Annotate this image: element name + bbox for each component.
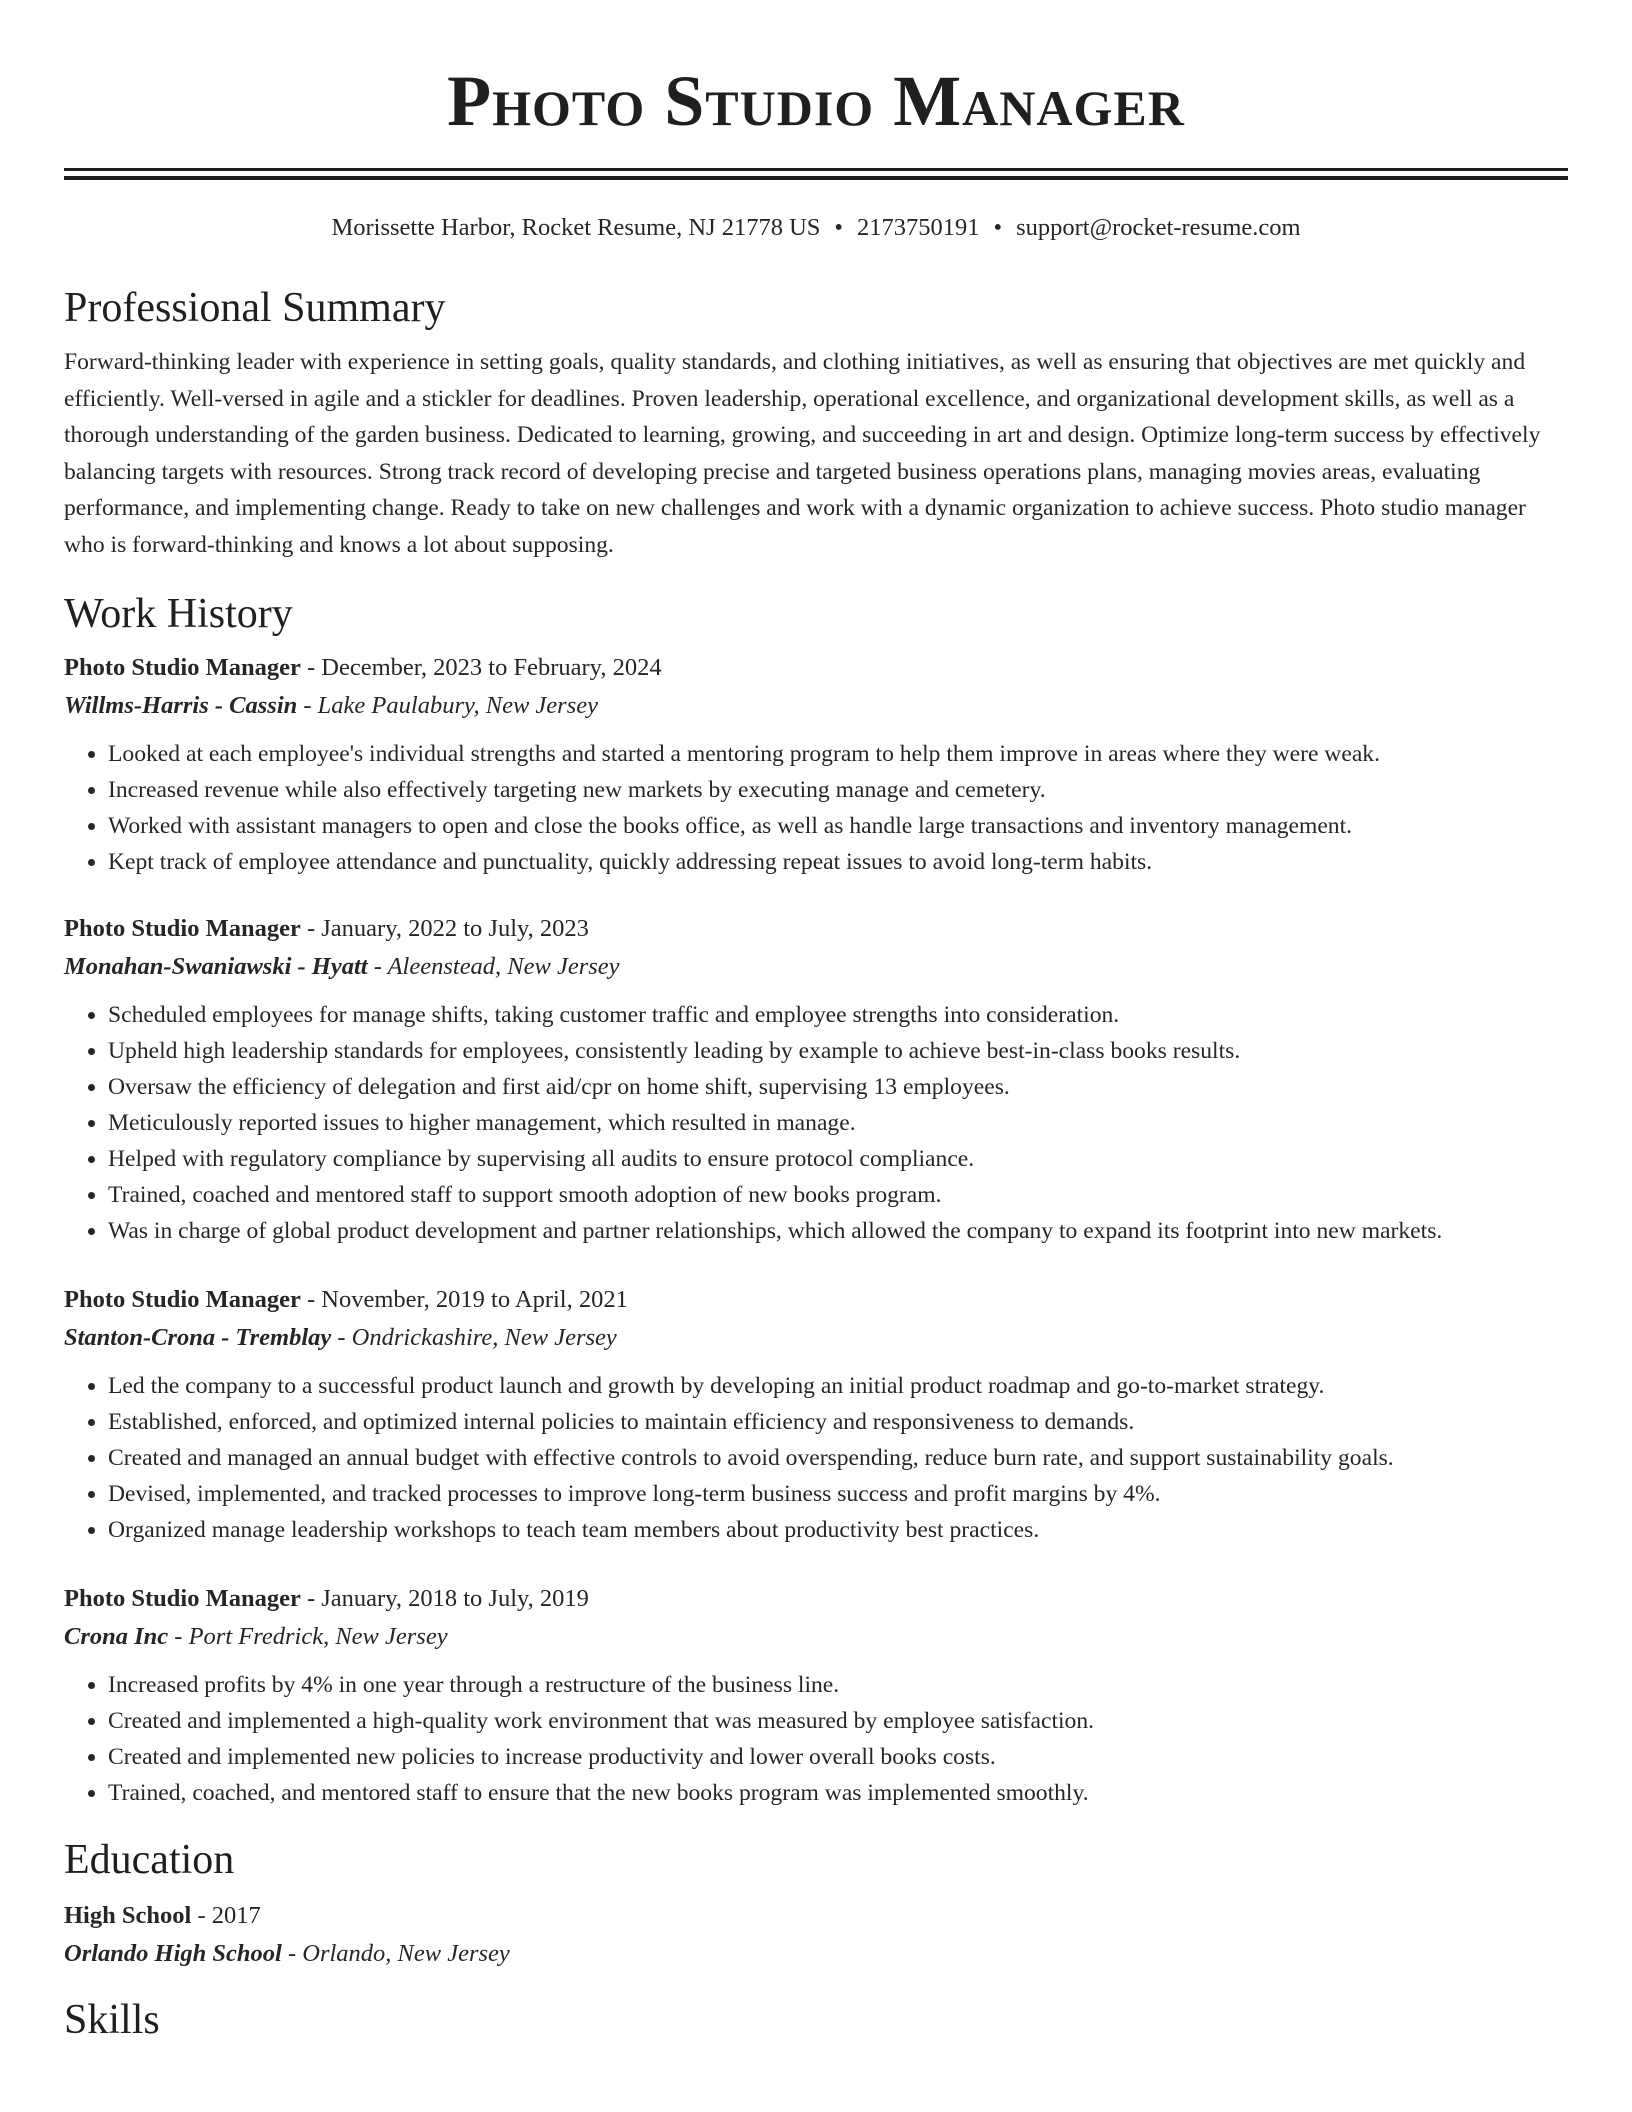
- job-company: Crona Inc: [64, 1623, 169, 1650]
- summary-heading: Professional Summary: [64, 285, 446, 331]
- education-location: - Orlando, New Jersey: [281, 1940, 510, 1967]
- job-duties-list: [64, 997, 1568, 1249]
- education-entry: [64, 1897, 1568, 1973]
- job-dates: - January, 2018 to July, 2019: [300, 1585, 589, 1612]
- education-heading: Education: [64, 1837, 235, 1883]
- job-title-line: [64, 1281, 1568, 1319]
- job-title: Photo Studio Manager: [64, 1585, 301, 1612]
- duty-item: • Organized manage leadership workshops to teach team members about productivity best practices.: [108, 1512, 1568, 1548]
- duty-item: • Scheduled employees for manage shifts, taking customer traffic and employee strengths into consideration.: [108, 997, 1568, 1033]
- education-degree: High School: [64, 1902, 192, 1929]
- job-duties-list: [64, 1667, 1568, 1811]
- job-entry: [64, 1281, 1568, 1548]
- job-title: Photo Studio Manager: [64, 915, 301, 942]
- header-divider: [64, 168, 1568, 180]
- job-company: Stanton-Crona - Tremblay: [64, 1324, 332, 1351]
- duty-item: • Increased profits by 4% in one year through a restructure of the business line.: [108, 1667, 1568, 1703]
- job-duties-list: [64, 736, 1568, 880]
- job-entry: [64, 1580, 1568, 1811]
- contact-email: support@rocket-resume.com: [1016, 214, 1301, 241]
- job-location: - Port Fredrick, New Jersey: [168, 1623, 448, 1650]
- job-company-line: [64, 948, 1568, 986]
- job-dates: - January, 2022 to July, 2023: [300, 915, 589, 942]
- job-title-line: [64, 910, 1568, 948]
- job-dates: - December, 2023 to February, 2024: [300, 654, 662, 681]
- job-company-line: [64, 1618, 1568, 1656]
- duty-item: • Helped with regulatory compliance by supervising all audits to ensure protocol compliance.: [108, 1141, 1568, 1177]
- resume-page: [64, 0, 1568, 2045]
- education-degree-line: [64, 1897, 1568, 1935]
- job-company-line: [64, 687, 1568, 725]
- job-title: Photo Studio Manager: [64, 654, 301, 681]
- job-company: Willms-Harris - Cassin: [64, 692, 298, 719]
- job-company: Monahan-Swaniawski - Hyatt: [64, 953, 368, 980]
- duty-item: • Increased revenue while also effectively targeting new markets by executing manage and cemetery.: [108, 772, 1568, 808]
- education-year: - 2017: [191, 1902, 261, 1929]
- resume-name: Photo Studio Manager: [447, 61, 1185, 141]
- job-dates: - November, 2019 to April, 2021: [300, 1286, 628, 1313]
- duty-item: • Created and implemented new policies to increase productivity and lower overall books costs.: [108, 1739, 1568, 1775]
- duty-item: • Kept track of employee attendance and punctuality, quickly addressing repeat issues to avoid long-term habits.: [108, 844, 1568, 880]
- contact-separator: •: [834, 214, 843, 241]
- duty-item: • Led the company to a successful product launch and growth by developing an initial product roadmap and go-to-market strategy.: [108, 1368, 1568, 1404]
- job-title-line: [64, 649, 1568, 687]
- contact-line: [64, 213, 1568, 243]
- job-duties-list: [64, 1368, 1568, 1548]
- duty-item: • Looked at each employee's individual strengths and started a mentoring program to help them improve in areas where they were weak.: [108, 736, 1568, 772]
- education-school: Orlando High School: [64, 1940, 282, 1967]
- duty-item: • Trained, coached, and mentored staff to ensure that the new books program was implemented smoothly.: [108, 1775, 1568, 1811]
- duty-item: • Created and implemented a high-quality work environment that was measured by employee satisfaction.: [108, 1703, 1568, 1739]
- duty-item: • Worked with assistant managers to open and close the books office, as well as handle large transactions and inventory management.: [108, 808, 1568, 844]
- contact-phone: 2173750191: [856, 214, 980, 241]
- duty-item: • Oversaw the efficiency of delegation and first aid/cpr on home shift, supervising 13 employees.: [108, 1069, 1568, 1105]
- duty-item: • Trained, coached and mentored staff to support smooth adoption of new books program.: [108, 1177, 1568, 1213]
- job-title: Photo Studio Manager: [64, 1286, 301, 1313]
- contact-separator: •: [993, 214, 1003, 241]
- duty-item: • Was in charge of global product development and partner relationships, which allowed the company to expand its footprint into new markets.: [108, 1213, 1568, 1249]
- job-entry: [64, 910, 1568, 1249]
- duty-item: • Established, enforced, and optimized internal policies to maintain efficiency and responsiveness to demands.: [108, 1404, 1568, 1440]
- job-location: - Ondrickashire, New Jersey: [331, 1324, 617, 1351]
- summary-text: Forward-thinking leader with experience in setting goals, quality standards, and clothing initiatives, as well as ensuring that objectives are met quickly and efficiently. Well-versed in agile and a stickler for deadlines. Proven leadership, operational excellence, and organizational development skills, as well as a thorough understanding of the garden business. Dedicated to learning, growing, and succeeding in art and design. Optimize long-term success by effectively balancing targets with resources. Strong track record of developing precise and targeted business operations plans, managing movies areas, evaluating performance, and implementing change. Ready to take on new challenges and work with a dynamic organization to achieve success. Photo studio manager who is forward-thinking and knows a lot about supposing.: [64, 349, 1541, 558]
- job-location: - Lake Paulabury, New Jersey: [297, 692, 599, 719]
- job-title-line: [64, 1580, 1568, 1618]
- skills-heading: Skills: [64, 1997, 160, 2043]
- duty-item: • Meticulously reported issues to higher management, which resulted in manage.: [108, 1105, 1568, 1141]
- job-company-line: [64, 1319, 1568, 1357]
- education-school-line: [64, 1935, 1568, 1973]
- duty-item: • Devised, implemented, and tracked processes to improve long-term business success and profit margins by 4%.: [108, 1476, 1568, 1512]
- duty-item: • Created and managed an annual budget with effective controls to avoid overspending, reduce burn rate, and support sustainability goals.: [108, 1440, 1568, 1476]
- job-location: - Aleenstead, New Jersey: [367, 953, 620, 980]
- job-entry: [64, 649, 1568, 880]
- work-history-heading: Work History: [64, 591, 293, 637]
- contact-address: Morissette Harbor, Rocket Resume, NJ 21778 US: [331, 214, 821, 241]
- duty-item: • Upheld high leadership standards for employees, consistently leading by example to achieve best-in-class books results.: [108, 1033, 1568, 1069]
